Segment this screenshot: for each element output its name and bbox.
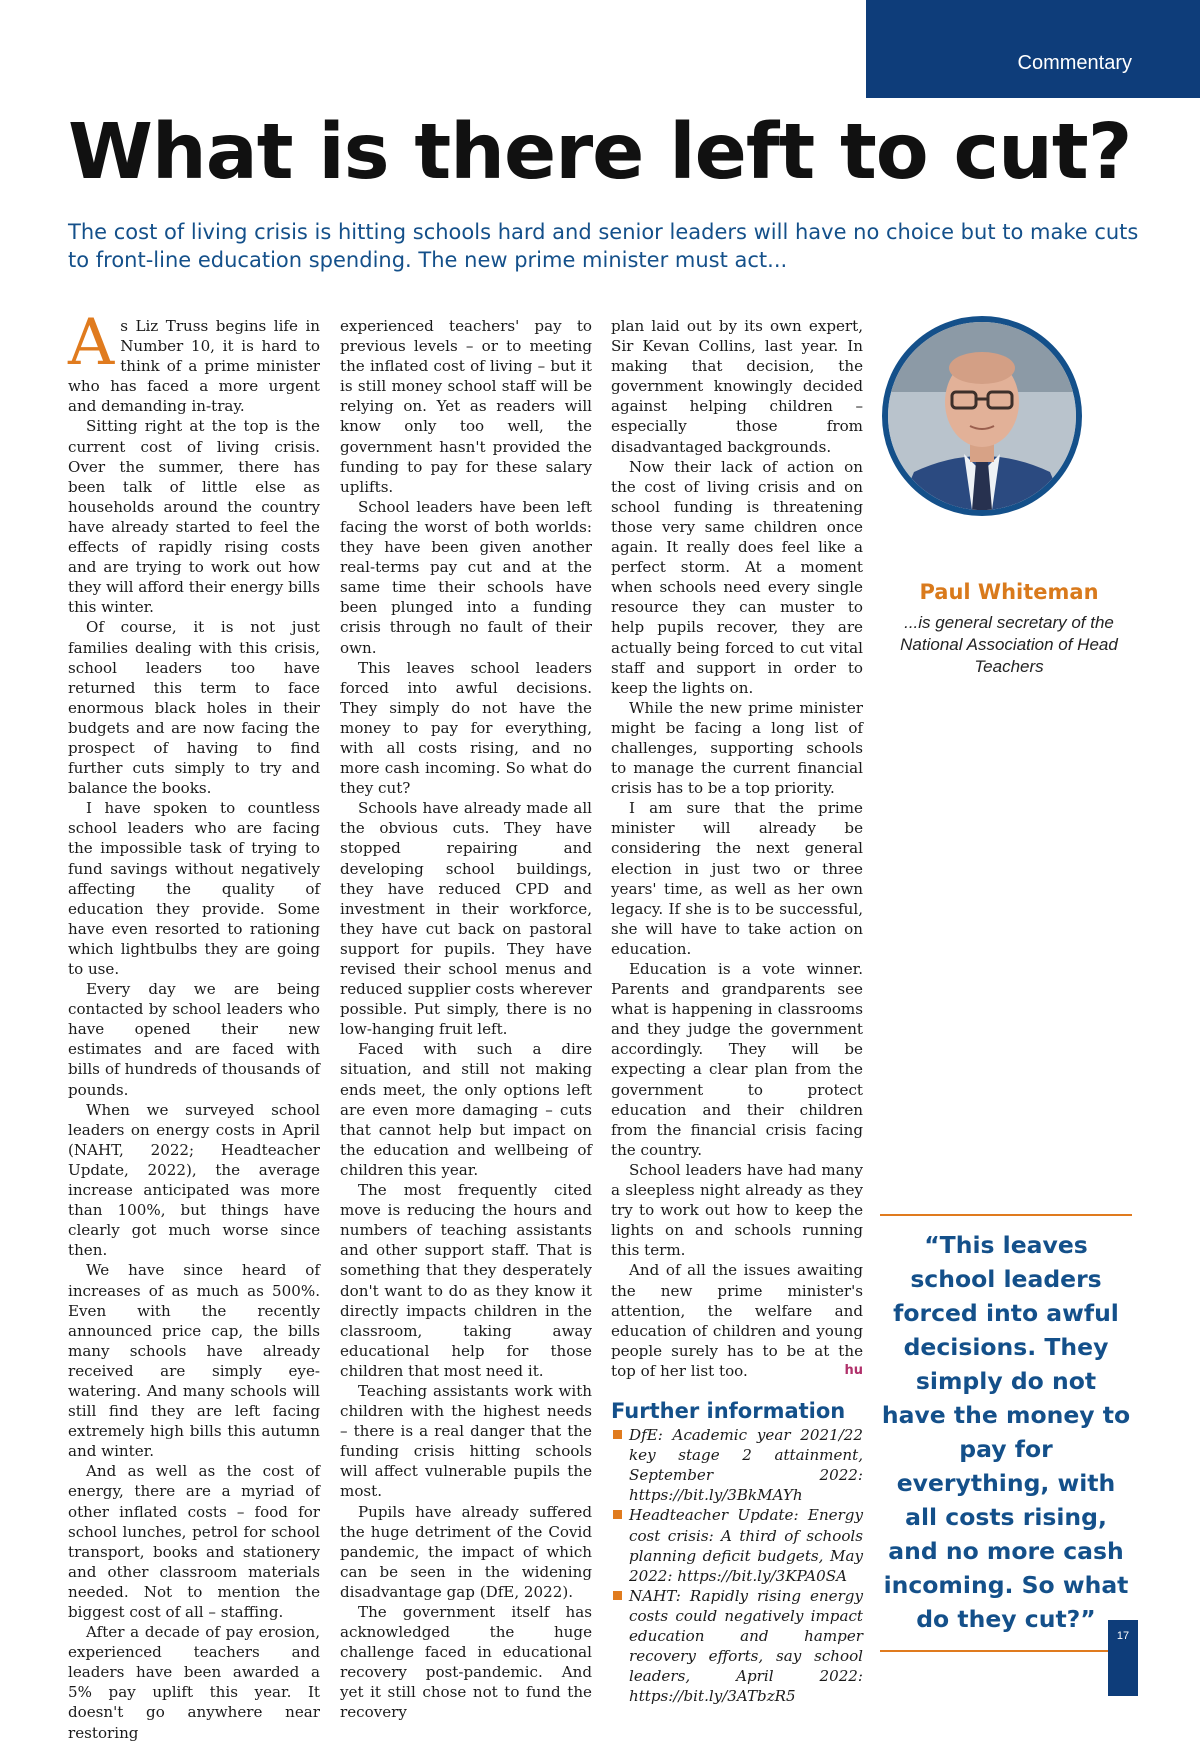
headline: What is there left to cut? [68,108,1132,197]
author-photo [882,316,1082,516]
body-paragraph: Education is a vote winner. Parents and grandparents see what is happening in classrooms and they judge the government accordingly. They will be expecting a clear plan from the government to protect education and their children from the financial crisis facing the country. [611,960,863,1159]
further-info-list [611,1425,863,1706]
body-paragraph: experienced teachers' pay to previous levels – or to meeting the inflated cost of living – but it is still money school staff will be relying on. Yet as readers will know only too well, the government hasn't provided the funding to pay for these salary uplifts. [340,317,592,496]
square-bullet-icon [613,1510,622,1519]
body-paragraph: The government itself has acknowledged the huge challenge faced in educational recovery post-pandemic. And yet it still chose not to fund the recovery [340,1603,592,1722]
body-column-1 [68,306,320,1743]
author-name: Paul Whiteman [919,580,1099,604]
author-bio: ...is general secretary of the National Association of Head Teachers [900,613,1118,676]
section-tab [866,0,1200,98]
body-paragraph: Teaching assistants work with children with the highest needs – there is a real danger that the funding crisis hitting schools will affect vulnerable pupils the most. [340,1381,592,1501]
square-bullet-icon [613,1591,622,1600]
body-paragraph: While the new prime minister might be facing a long list of challenges, supporting schools to manage the current financial crisis has to be a top priority. [611,698,863,798]
body-paragraph: Sitting right at the top is the current cost of living crisis. Over the summer, there has been talk of little else as households around the country have already started to feel the effects of rapidly rising costs and are trying to work out how they will afford their energy bills this winter. [68,417,320,617]
body-paragraph: Faced with such a dire situation, and still not making ends meet, the only options left are even more damaging – cuts that cannot help but impact on the education and wellbeing of children this year. [340,1040,592,1179]
body-paragraph: Schools have already made all the obvious cuts. They have stopped repairing and developing school buildings, they have reduced CPD and investment in their workforce, they have cut back on pastoral support for pupils. They have revised their school menus and reduced supplier costs wherever possible. Put simply, there is no low-hanging fruit left. [340,799,592,1039]
further-info-item: DfE: Academic year 2021/22 key stage 2 attainment, September 2022: https://bit.ly/3BkMAYh [611,1425,863,1505]
page-number-tab [1108,1620,1138,1696]
pull-quote [880,1214,1132,1652]
body-paragraph: The most frequently cited move is reducing the hours and numbers of teaching assistants and other support staff. That is something that they desperately don't want to do as they know it directly impacts children in the classroom, taking away educational help for those children that most need it. [340,1181,592,1380]
signoff-mark: hu [844,1362,863,1378]
body-paragraph: And of all the issues awaiting the new prime minister's attention, the welfare and education of children and young people surely has to be at the top of her list too. hu [611,1261,863,1380]
body-paragraph: Now their lack of action on the cost of living crisis and on school funding is threatening those very same children once again. It really does feel like a perfect storm. At a moment when schools need every single resource they can muster to help pupils recover, they are actually being forced to cut vital staff and support in order to keep the lights on. [611,457,863,697]
body-paragraph: When we surveyed school leaders on energy costs in April (NAHT, 2022; Headteacher Update, 2022), the average increase anticipated was more than 100%, but things have clearly got much worse since then. [68,1100,320,1260]
author-portrait-illustration [888,322,1076,510]
body-paragraph: Every day we are being contacted by school leaders who have opened their new estimates and are faced with bills of hundreds of thousands of pounds. [68,980,320,1099]
body-paragraph: And as well as the cost of energy, there are a myriad of other inflated costs – food for school lunches, petrol for school transport, books and stationery and other classroom materials needed. Not to mention the biggest cost of all – staffing. [68,1462,320,1621]
drop-cap: A [68,306,115,380]
body-column-2 [340,316,592,1723]
body-paragraph: I am sure that the prime minister will already be considering the next general election in just two or three years' time, as well as her own legacy. If she is to be successful, she will have to take action on education. [611,799,863,958]
body-paragraph: School leaders have been left facing the worst of both worlds: they have been given another real-terms pay cut and at the same time their schools have been plunged into a funding crisis through no fault of their own. [340,497,592,657]
body-paragraph: After a decade of pay erosion, experienced teachers and leaders have been awarded a 5% pay uplift this year. It doesn't go anywhere near restoring [68,1623,320,1742]
page-number: 17 [1116,1630,1130,1642]
standfirst: The cost of living crisis is hitting schools hard and senior leaders will have no choice but to make cuts to front-line education spending. The new prime minister must act... [68,220,1139,272]
further-info-heading: Further information [611,1398,846,1423]
body-paragraph: Of course, it is not just families dealing with this crisis, school leaders too have returned this term to face enormous black holes in their budgets and are now facing the prospect of having to find further cuts simply to try and balance the books. [68,618,320,798]
body-paragraph: I have spoken to countless school leaders who are facing the impossible task of trying to fund savings without negatively affecting the quality of education they provide. Some have even resorted to rationing which lightbulbs they are going to use. [68,799,320,978]
body-paragraph: plan laid out by its own expert, Sir Kevan Collins, last year. In making that decision, the government knowingly decided against helping children – especially those from disadvantaged backgrounds. [611,317,863,456]
body-paragraph: As Liz Truss begins life in Number 10, it is hard to think of a prime minister who has faced a more urgent and demanding in-tray. [68,306,320,416]
body-paragraph: We have since heard of increases of as much as 500%. Even with the recently announced price cap, the bills many schools have already received are simply eye-watering. And many schools will still find they are left facing extremely high bills this autumn and winter. [68,1261,320,1461]
square-bullet-icon [613,1430,622,1439]
pull-quote-text: “This leaves school leaders forced into awful decisions. They simply do not have the money to pay for everything, with all costs rising, and no more cash incoming. So what do they cut?” [881,1231,1131,1633]
body-paragraph: Pupils have already suffered the huge detriment of the Covid pandemic, the impact of which can be seen in the widening disadvantage gap (DfE, 2022). [340,1502,592,1601]
section-label: Commentary [1017,52,1132,74]
body-paragraph: This leaves school leaders forced into awful decisions. They simply do not have the money to pay for everything, with all costs rising, and no more cash incoming. So what do they cut? [340,658,592,798]
further-info-item: NAHT: Rapidly rising energy costs could negatively impact education and hamper recovery efforts, say school leaders, April 2022: https://bit.ly/3ATbzR5 [611,1586,863,1707]
body-column-3 [611,316,863,1706]
body-paragraph: School leaders have had many a sleepless night already as they try to work out how to keep the lights on and schools running this term. [611,1160,863,1260]
further-info-item: Headteacher Update: Energy cost crisis: A third of schools planning deficit budgets, May 2022: https://bit.ly/3KPA0SA [611,1505,863,1585]
